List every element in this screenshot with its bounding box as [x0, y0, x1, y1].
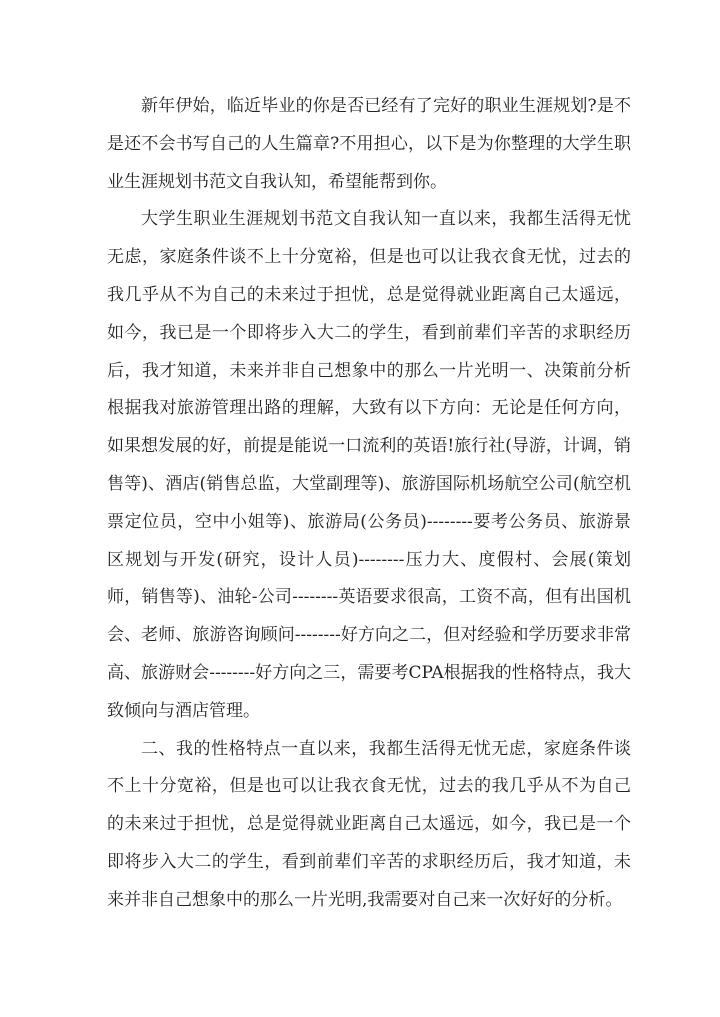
intro-paragraph: 新年伊始，临近毕业的你是否已经有了完好的职业生涯规划?是不是还不会书写自己的人生篇章?不用担心，以下是为你整理的大学生职业生涯规划书范文自我认知，希望能帮到你。 — [107, 96, 631, 192]
personality-paragraph: 二、我的性格特点一直以来，我都生活得无忧无虑，家庭条件谈不上十分宽裕，但是也可以让我衣食无忧，过去的我几乎从不为自己的未来过于担忧，总是觉得就业距离自己太遥远，如今，我已是一个即将步入大二的学生，看到前辈们辛苦的求职经历后，我才知道，未来并非自己想象中的那么一片光明,我需要对自己来一次好好的分析。 — [107, 738, 631, 910]
document-body — [107, 88, 631, 920]
self-awareness-paragraph: 大学生职业生涯规划书范文自我认知一直以来，我都生活得无忧无虑，家庭条件谈不上十分宽裕，但是也可以让我衣食无忧，过去的我几乎从不为自己的未来过于担忧，总是觉得就业距离自己太遥远，如今，我已是一个即将步入大二的学生，看到前辈们辛苦的求职经历后，我才知道，未来并非自己想象中的那么一片光明一、决策前分析根据我对旅游管理出路的理解，大致有以下方向：无论是任何方向，如果想发展的好，前提是能说一口流利的英语!旅行社(导游，计调，销售等)、酒店(销售总监，大堂副理等)、旅游国际机场航空公司(航空机票定位员，空中小姐等)、旅游局(公务员)--------要考公务员、旅游景区规划与开发(研究，设计人员)--------压力大、度假村、会展(策划师，销售等)、油轮-公司--------英语要求很高，工资不高，但有出国机会、老师、旅游咨询顾问--------好方向之二，但对经验和学历要求非常高、旅游财会--------好方向之三，需要考CPA根据我的性格特点，我大致倾向与酒店管理。 — [107, 209, 631, 721]
